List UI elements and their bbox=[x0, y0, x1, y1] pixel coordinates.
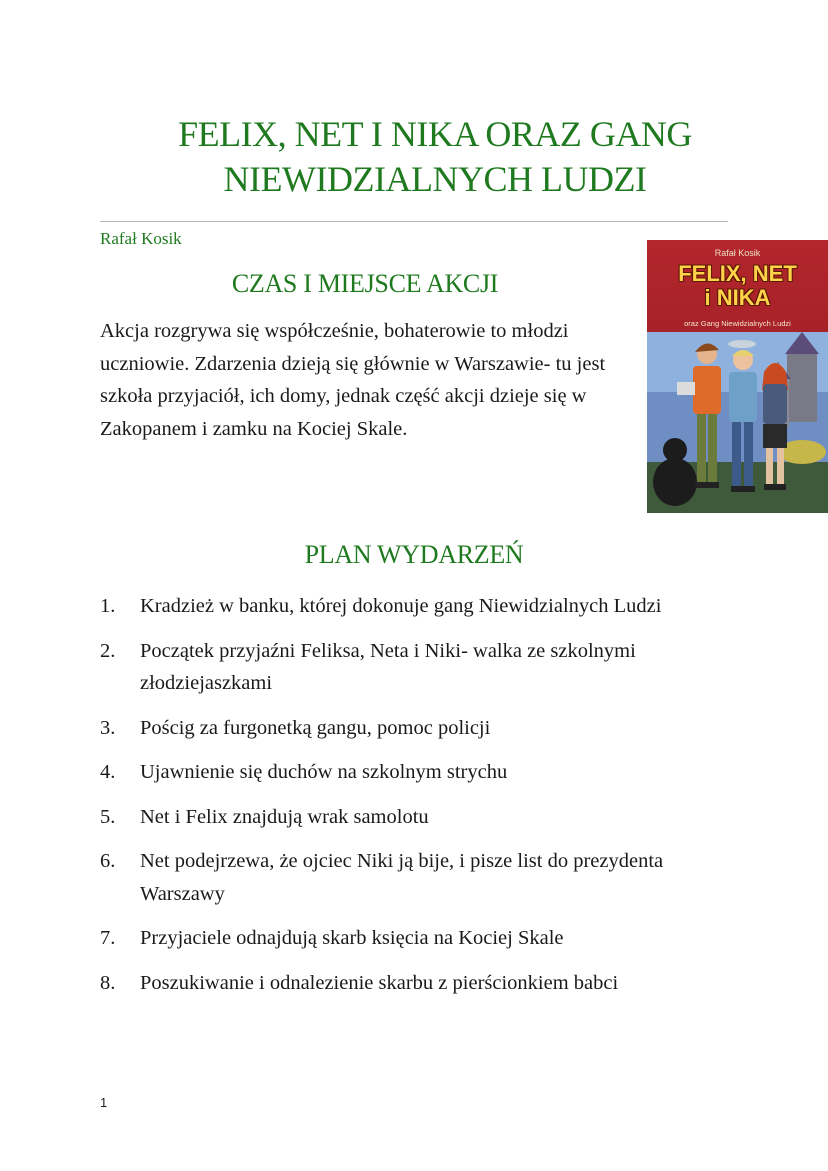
list-item-text: Ujawnienie się duchów na szkolnym strychu bbox=[140, 761, 508, 783]
heading-event-plan: PLAN WYDARZEŃ bbox=[304, 540, 524, 569]
list-item bbox=[100, 635, 740, 700]
book-cover-image bbox=[647, 240, 828, 513]
list-item-text: Poszukiwanie i odnalezienie skarbu z pierścionkiem babci bbox=[140, 971, 619, 994]
list-item-text: Net i Felix znajdują wrak samolotu bbox=[140, 805, 429, 828]
list-item-text: Pościg za furgonetką gangu, pomoc policji bbox=[140, 716, 491, 739]
list-item bbox=[100, 922, 740, 955]
list-item bbox=[100, 967, 740, 1000]
document-title bbox=[100, 112, 770, 202]
title-divider bbox=[100, 221, 728, 222]
list-item bbox=[100, 712, 740, 745]
cover-author: Rafał Kosik bbox=[714, 248, 761, 258]
list-item-number: 6. bbox=[100, 850, 116, 872]
list-item-number: 8. bbox=[100, 971, 116, 994]
list-item-number: 7. bbox=[100, 927, 116, 949]
list-item-number: 2. bbox=[100, 639, 116, 662]
list-item bbox=[100, 845, 740, 910]
list-item-text: Początek przyjaźni Feliksa, Neta i Niki- walka ze szkolnymi złodziejaszkami bbox=[140, 639, 636, 694]
list-item-number: 3. bbox=[100, 716, 116, 739]
heading-time-place: CZAS I MIEJSCE AKCJI bbox=[231, 269, 499, 298]
title-line-1: FELIX, NET I NIKA ORAZ GANG bbox=[178, 114, 692, 154]
list-item-text: Kradzież w banku, której dokonuje gang Niewidzialnych Ludzi bbox=[140, 595, 662, 617]
list-item-number: 5. bbox=[100, 805, 116, 828]
title-line-2: NIEWIDZIALNYCH LUDZI bbox=[223, 159, 647, 199]
cover-subtitle: oraz Gang Niewidzialnych Ludzi bbox=[684, 319, 791, 328]
list-item-text: Przyjaciele odnajdują skarb księcia na Kociej Skale bbox=[140, 927, 564, 949]
list-item-number: 4. bbox=[100, 761, 116, 783]
author-name: Rafał Kosik bbox=[100, 229, 182, 248]
list-item bbox=[100, 801, 740, 834]
list-item-number: 1. bbox=[100, 595, 116, 617]
cover-illustration bbox=[647, 332, 828, 513]
cover-title bbox=[647, 262, 828, 310]
time-place-paragraph: Akcja rozgrywa się współcześnie, bohaterowie to młodzi uczniowie. Zdarzenia dzieją się głównie w Warszawie- tu jest szkoła przyjaciół, ich domy, jednak część akcji dzieje się w Zakopanem i zamku na Kociej Skale. bbox=[100, 320, 606, 440]
cover-title-line-1: FELIX, NET bbox=[678, 261, 797, 286]
list-item-text: Net podejrzewa, że ojciec Niki ją bije, i pisze list do prezydenta Warszawy bbox=[140, 850, 664, 905]
cover-title-line-2: i NIKA bbox=[704, 285, 771, 310]
list-item bbox=[100, 590, 740, 623]
page-number: 1 bbox=[100, 1095, 108, 1110]
event-list bbox=[100, 590, 740, 1011]
list-item bbox=[100, 756, 740, 789]
